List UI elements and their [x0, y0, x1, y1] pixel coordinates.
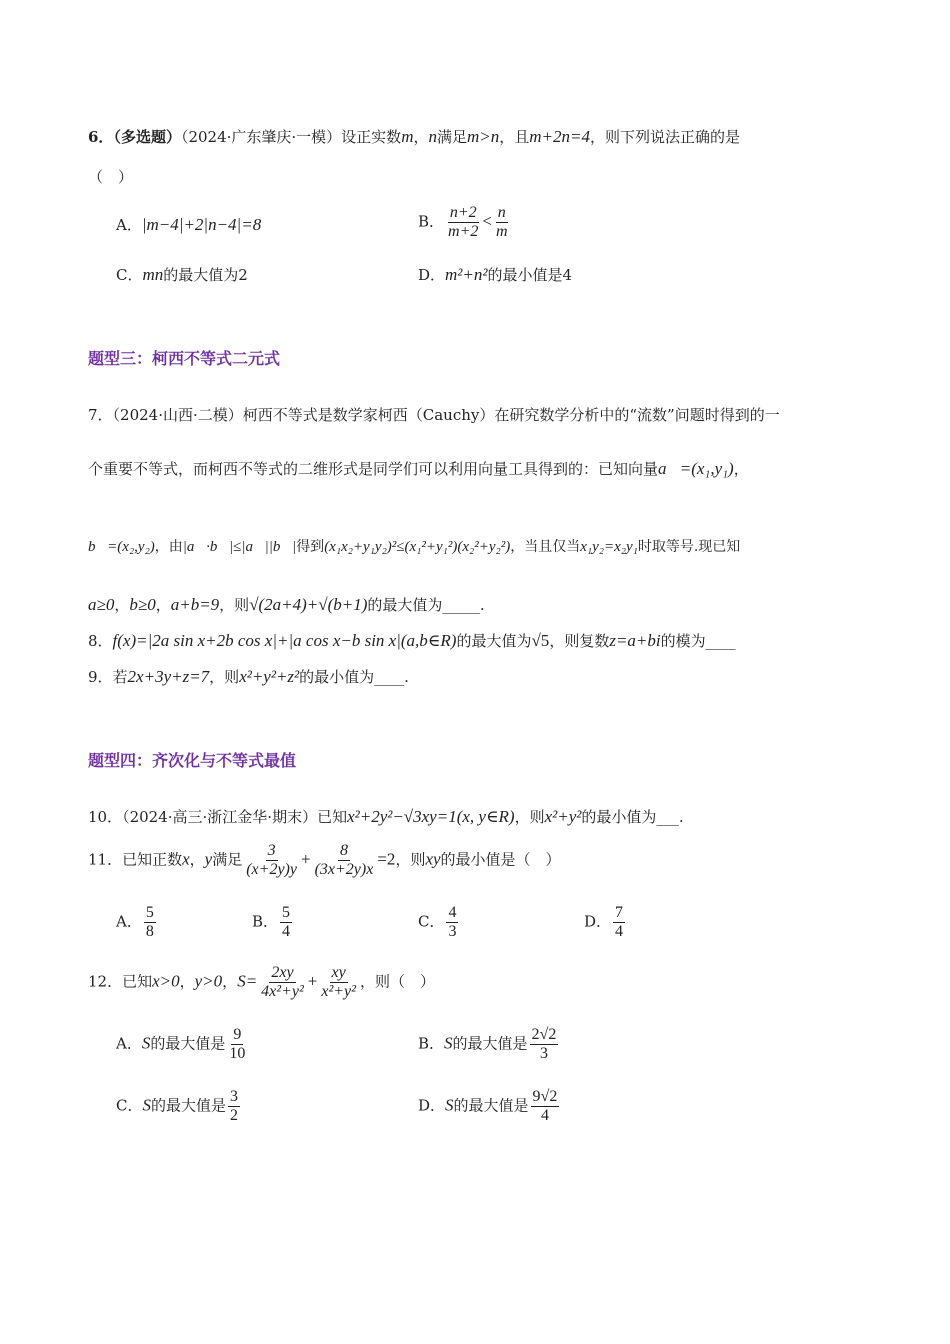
option-expr: m²+n² — [445, 265, 488, 284]
comma: ， — [114, 596, 130, 614]
option-label: A． — [116, 912, 142, 931]
fraction-denominator: 2 — [230, 1107, 238, 1124]
fraction-denominator: 4x²+y² — [261, 983, 304, 1000]
option-label: C． — [116, 1096, 143, 1115]
q7-line2-text: 个重要不等式，而柯西不等式的二维形式是同学们可以利用向量工具得到的：已知向量 — [88, 460, 659, 478]
q7-line3 — [88, 536, 740, 558]
q12-t1: ，则（ ） — [359, 972, 435, 991]
q7-equality: x₁y₂=x₂y₁ — [580, 539, 638, 555]
q10-stem — [88, 806, 684, 828]
fraction-numerator: 8 — [339, 842, 348, 859]
q7-line4-t1: ，则 — [219, 596, 250, 614]
q6-paren: （ ） — [88, 168, 134, 186]
q9-number: 9．若 — [88, 668, 128, 686]
q12-stem — [88, 964, 435, 1001]
section-title-3: 题型三：柯西不等式二元式 — [88, 349, 281, 368]
q9-target: x²+y²+z² — [239, 667, 300, 686]
fraction — [144, 904, 156, 941]
q11-option-b[interactable] — [252, 904, 294, 941]
fraction — [259, 964, 306, 1001]
option-expr: |m−4|+2|n−4|=8 — [141, 215, 262, 234]
q6-tag: （多选题） — [113, 128, 181, 146]
fraction-denominator: 3 — [448, 923, 457, 940]
option-label: D． — [418, 266, 446, 284]
q12-option-c[interactable] — [116, 1088, 242, 1125]
q6-number: 6． — [88, 128, 114, 146]
option-label: B． — [418, 212, 445, 231]
q10-target: x²+y² — [544, 807, 582, 826]
comma: ， — [189, 850, 205, 869]
q12-s-eq: S= — [237, 971, 258, 991]
q10-t1: ，则 — [514, 808, 545, 826]
option-text: 的最大值是 — [150, 1096, 226, 1115]
fraction-numerator: 5 — [145, 904, 154, 921]
q6-stem-a: 设正实数 — [341, 128, 402, 146]
q7-line3-t4: 时取等号.现已知 — [637, 539, 741, 555]
fraction-numerator: n — [497, 204, 506, 221]
fraction-numerator: 2√2 — [531, 1026, 557, 1043]
q11-var-y: y — [204, 849, 213, 869]
option-label: C． — [116, 266, 143, 284]
fraction-numerator: 3 — [230, 1088, 238, 1105]
fraction-denominator: 4 — [540, 1107, 549, 1124]
q6-option-d[interactable] — [418, 264, 572, 286]
fraction — [313, 842, 376, 879]
fraction-denominator: 10 — [229, 1045, 246, 1062]
fraction-denominator: m — [495, 223, 508, 240]
q11-t3: 的最小值是（ ） — [440, 850, 561, 869]
q6-stem-c: ，且 — [499, 128, 530, 146]
fraction — [531, 1088, 560, 1125]
q7-line2 — [88, 458, 749, 480]
q6-stem-b: 满足 — [436, 128, 467, 146]
q6-option-a[interactable] — [116, 214, 261, 236]
q6-cond1: m>n — [467, 127, 500, 146]
option-label: D． — [584, 912, 612, 931]
q12-cond-y: y>0 — [194, 971, 223, 991]
fraction-denominator: 8 — [145, 923, 154, 940]
fraction-numerator: n+2 — [449, 204, 477, 221]
option-label: C． — [418, 912, 445, 931]
q11-xy: xy — [425, 849, 441, 869]
section-title-4: 题型四：齐次化与不等式最值 — [88, 751, 297, 770]
q7-line4-t2: 的最大值为_____. — [367, 596, 485, 614]
option-text: 的最大值是 — [452, 1034, 528, 1053]
comma: ， — [179, 972, 195, 991]
q11-option-c[interactable] — [418, 904, 460, 941]
q7-vector-b: b⃗=(x₂,y₂) — [88, 539, 155, 555]
fraction — [227, 1026, 247, 1063]
q8-t1: 的最大值为 — [456, 632, 532, 650]
q7-cauchy: (x₁x₂+y₁y₂)²≤(x₁²+y₁²)(x₂²+y₂²) — [324, 539, 511, 555]
q11-option-a[interactable] — [116, 904, 158, 941]
option-var-s: S — [445, 1095, 454, 1115]
q7-line3-t1: ，由 — [154, 539, 183, 555]
fraction — [244, 842, 299, 879]
q8-complex: z=a+bi — [609, 631, 661, 650]
option-text: 的最大值为2 — [163, 266, 248, 284]
q12-number: 12．已知 — [88, 972, 153, 991]
fraction-numerator: 3 — [267, 842, 276, 859]
q9-stem — [88, 666, 409, 688]
fraction-numerator: 4 — [448, 904, 457, 921]
q7-line4 — [88, 594, 485, 616]
equals: =2 — [377, 849, 396, 869]
plus: + — [300, 849, 311, 869]
fraction-numerator: xy — [331, 964, 346, 981]
q7-cond-b: b≥0 — [129, 595, 156, 614]
q6-comma: ， — [413, 128, 429, 146]
plus: + — [307, 971, 318, 991]
comma: ， — [155, 596, 171, 614]
fraction — [228, 1088, 240, 1125]
option-var-s: S — [141, 1033, 151, 1053]
q10-t2: 的最小值为___. — [581, 808, 684, 826]
q6-option-c[interactable] — [116, 264, 248, 286]
q7-line3-t3: ，当且仅当 — [510, 539, 581, 555]
q6-stem — [88, 126, 740, 148]
fraction — [613, 904, 625, 941]
q7-vector-a: a⃗=(x₁,y₁) — [658, 459, 734, 478]
q10-cond: x²+2y²−√3xy=1(x, y∈R) — [347, 807, 515, 826]
q6-cond2: m+2n=4 — [529, 127, 590, 146]
fraction — [446, 204, 480, 241]
q12-cond-x: x>0 — [152, 971, 180, 991]
q6-source: （2024·广东肇庆·一模） — [180, 128, 342, 146]
q7-target: √(2a+4)+√(b+1) — [249, 595, 368, 614]
q10-number: 10．（2024·高三·浙江金华·期末）已知 — [88, 808, 348, 826]
q7-ineq: |a⃗·b⃗|≤|a⃗||b⃗| — [182, 539, 297, 555]
option-label: D． — [418, 1096, 446, 1115]
fraction — [319, 964, 358, 1001]
fraction — [280, 904, 292, 941]
q7-cond-sum: a+b=9 — [170, 595, 220, 614]
relation: < — [482, 211, 492, 231]
fraction — [530, 1026, 559, 1063]
q11-t1: 满足 — [212, 850, 243, 869]
option-var-s: S — [444, 1033, 453, 1053]
fraction-denominator: x²+y² — [321, 983, 356, 1000]
q11-var-x: x — [182, 849, 190, 869]
q6-option-b[interactable] — [418, 204, 512, 241]
fraction — [446, 904, 458, 941]
fraction-denominator: 4 — [615, 923, 624, 940]
option-text: 的最大值是 — [150, 1034, 226, 1053]
q8-stem — [88, 630, 736, 652]
q7-cond-a: a≥0 — [88, 595, 115, 614]
option-text: 的最小值是4 — [487, 266, 573, 284]
fraction-denominator: 3 — [539, 1045, 548, 1062]
fraction-numerator: 7 — [615, 904, 624, 921]
q12-option-b[interactable] — [418, 1026, 560, 1063]
option-expr: mn — [142, 265, 164, 284]
option-var-s: S — [142, 1095, 151, 1115]
q6-var-n: n — [428, 127, 437, 146]
q12-option-d[interactable] — [418, 1088, 561, 1125]
option-label: A． — [116, 1034, 142, 1053]
q12-option-a[interactable] — [116, 1026, 249, 1063]
fraction — [494, 204, 510, 241]
fraction-denominator: 4 — [282, 923, 291, 940]
q11-option-d[interactable] — [584, 904, 627, 941]
q11-stem — [88, 842, 561, 879]
q8-t3: 的模为____ — [660, 632, 736, 650]
fraction-numerator: 5 — [282, 904, 291, 921]
q8-sqrt5: √5 — [531, 631, 550, 650]
option-label: B． — [418, 1034, 445, 1053]
q6-stem-d: ，则下列说法正确的是 — [590, 128, 741, 146]
q7-line2-end: ， — [733, 460, 749, 478]
q9-t1: ，则 — [209, 668, 240, 686]
q9-cond: 2x+3y+z=7 — [127, 667, 210, 686]
fraction-denominator: (3x+2y)x — [314, 861, 374, 878]
q7-line3-t2: 得到 — [296, 539, 325, 555]
fraction-numerator: 2xy — [271, 964, 294, 981]
fraction-denominator: m+2 — [448, 223, 479, 240]
fraction-numerator: 9√2 — [532, 1088, 558, 1105]
q8-t2: ，则复数 — [549, 632, 610, 650]
option-label: B． — [252, 912, 279, 931]
q11-t2: ，则 — [395, 850, 426, 869]
option-label: A． — [116, 216, 142, 234]
q7-line1: 7．（2024·山西·二模）柯西不等式是数学家柯西（Cauchy）在研究数学分析中的“流数”问题时得到的一 — [88, 406, 780, 424]
q8-function: f(x)=|2a sin x+2b cos x|+|a cos x−b sin x|(a,b∈R) — [112, 631, 457, 650]
q9-t2: 的最小值为____. — [299, 668, 409, 686]
fraction-denominator: (x+2y)y — [246, 861, 297, 878]
comma: ， — [222, 972, 238, 991]
option-text: 的最大值是 — [453, 1096, 529, 1115]
q11-number: 11．已知正数 — [88, 850, 183, 869]
fraction-numerator: 9 — [233, 1026, 242, 1043]
q8-number: 8． — [88, 632, 113, 650]
q6-var-m: m — [401, 127, 414, 146]
